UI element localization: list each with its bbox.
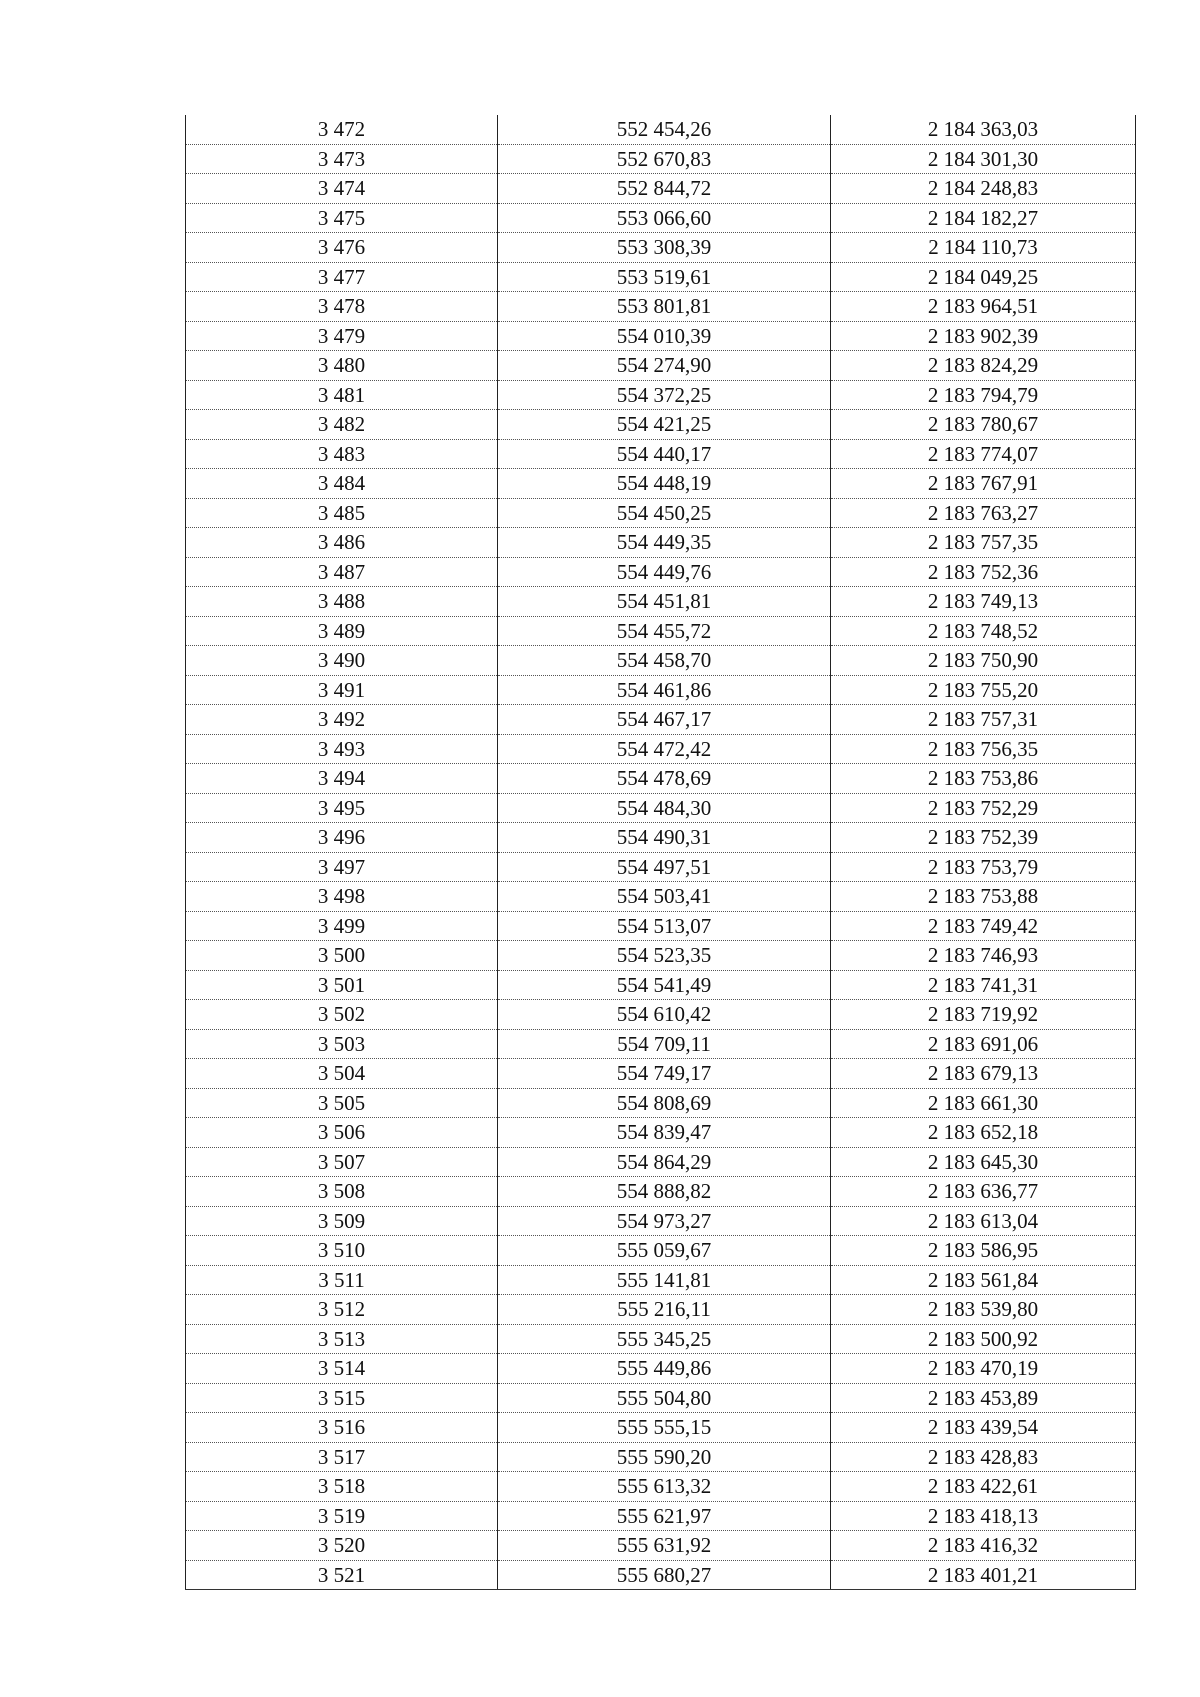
x-coordinate-cell: 552 670,83 (498, 144, 831, 174)
x-coordinate-cell: 554 503,41 (498, 882, 831, 912)
table-row (186, 351, 1136, 381)
y-coordinate-cell: 2 183 439,54 (831, 1413, 1136, 1443)
table-row (186, 292, 1136, 322)
table-row (186, 203, 1136, 233)
point-number-cell: 3 511 (186, 1265, 498, 1295)
x-coordinate-cell: 554 864,29 (498, 1147, 831, 1177)
table-row (186, 1059, 1136, 1089)
x-coordinate-cell: 555 631,92 (498, 1531, 831, 1561)
y-coordinate-cell: 2 183 767,91 (831, 469, 1136, 499)
table-row (186, 646, 1136, 676)
table-row (186, 174, 1136, 204)
table-row (186, 734, 1136, 764)
point-number-cell: 3 502 (186, 1000, 498, 1030)
y-coordinate-cell: 2 183 561,84 (831, 1265, 1136, 1295)
y-coordinate-cell: 2 183 752,36 (831, 557, 1136, 587)
table-row (186, 498, 1136, 528)
y-coordinate-cell: 2 183 757,31 (831, 705, 1136, 735)
point-number-cell: 3 509 (186, 1206, 498, 1236)
y-coordinate-cell: 2 183 752,39 (831, 823, 1136, 853)
table-row (186, 1000, 1136, 1030)
y-coordinate-cell: 2 184 049,25 (831, 262, 1136, 292)
x-coordinate-cell: 554 839,47 (498, 1118, 831, 1148)
table-row (186, 1029, 1136, 1059)
y-coordinate-cell: 2 184 182,27 (831, 203, 1136, 233)
x-coordinate-cell: 555 613,32 (498, 1472, 831, 1502)
point-number-cell: 3 499 (186, 911, 498, 941)
y-coordinate-cell: 2 183 748,52 (831, 616, 1136, 646)
table-row (186, 970, 1136, 1000)
table-row (186, 1265, 1136, 1295)
point-number-cell: 3 477 (186, 262, 498, 292)
table-row (186, 587, 1136, 617)
y-coordinate-cell: 2 183 691,06 (831, 1029, 1136, 1059)
y-coordinate-cell: 2 183 774,07 (831, 439, 1136, 469)
table-row (186, 410, 1136, 440)
y-coordinate-cell: 2 183 752,29 (831, 793, 1136, 823)
table-row (186, 233, 1136, 263)
table-row (186, 705, 1136, 735)
point-number-cell: 3 505 (186, 1088, 498, 1118)
x-coordinate-cell: 555 449,86 (498, 1354, 831, 1384)
table-row (186, 1324, 1136, 1354)
y-coordinate-cell: 2 184 363,03 (831, 115, 1136, 144)
x-coordinate-cell: 554 274,90 (498, 351, 831, 381)
x-coordinate-cell: 553 801,81 (498, 292, 831, 322)
x-coordinate-cell: 555 345,25 (498, 1324, 831, 1354)
point-number-cell: 3 500 (186, 941, 498, 971)
point-number-cell: 3 490 (186, 646, 498, 676)
y-coordinate-cell: 2 183 763,27 (831, 498, 1136, 528)
y-coordinate-cell: 2 184 110,73 (831, 233, 1136, 263)
x-coordinate-cell: 554 010,39 (498, 321, 831, 351)
table-row (186, 1413, 1136, 1443)
x-coordinate-cell: 554 497,51 (498, 852, 831, 882)
x-coordinate-cell: 554 749,17 (498, 1059, 831, 1089)
x-coordinate-cell: 554 455,72 (498, 616, 831, 646)
x-coordinate-cell: 554 610,42 (498, 1000, 831, 1030)
point-number-cell: 3 501 (186, 970, 498, 1000)
table-row (186, 911, 1136, 941)
table-row (186, 1531, 1136, 1561)
y-coordinate-cell: 2 183 416,32 (831, 1531, 1136, 1561)
table-row (186, 1088, 1136, 1118)
point-number-cell: 3 516 (186, 1413, 498, 1443)
y-coordinate-cell: 2 183 470,19 (831, 1354, 1136, 1384)
y-coordinate-cell: 2 183 741,31 (831, 970, 1136, 1000)
table-row (186, 941, 1136, 971)
x-coordinate-cell: 555 590,20 (498, 1442, 831, 1472)
point-number-cell: 3 487 (186, 557, 498, 587)
x-coordinate-cell: 554 513,07 (498, 911, 831, 941)
table-row (186, 1472, 1136, 1502)
y-coordinate-cell: 2 183 794,79 (831, 380, 1136, 410)
y-coordinate-cell: 2 183 902,39 (831, 321, 1136, 351)
y-coordinate-cell: 2 183 661,30 (831, 1088, 1136, 1118)
x-coordinate-cell: 554 808,69 (498, 1088, 831, 1118)
point-number-cell: 3 472 (186, 115, 498, 144)
point-number-cell: 3 481 (186, 380, 498, 410)
y-coordinate-cell: 2 183 755,20 (831, 675, 1136, 705)
table-row (186, 1206, 1136, 1236)
x-coordinate-cell: 554 888,82 (498, 1177, 831, 1207)
point-number-cell: 3 493 (186, 734, 498, 764)
point-number-cell: 3 475 (186, 203, 498, 233)
table-row (186, 144, 1136, 174)
point-number-cell: 3 492 (186, 705, 498, 735)
x-coordinate-cell: 554 461,86 (498, 675, 831, 705)
table-row (186, 321, 1136, 351)
x-coordinate-cell: 554 973,27 (498, 1206, 831, 1236)
point-number-cell: 3 483 (186, 439, 498, 469)
point-number-cell: 3 521 (186, 1560, 498, 1590)
table-row (186, 1560, 1136, 1590)
y-coordinate-cell: 2 184 248,83 (831, 174, 1136, 204)
x-coordinate-cell: 554 448,19 (498, 469, 831, 499)
x-coordinate-cell: 554 449,35 (498, 528, 831, 558)
table-row (186, 764, 1136, 794)
point-number-cell: 3 486 (186, 528, 498, 558)
x-coordinate-cell: 555 680,27 (498, 1560, 831, 1590)
table-row (186, 1501, 1136, 1531)
table-row (186, 1177, 1136, 1207)
x-coordinate-cell: 555 621,97 (498, 1501, 831, 1531)
table-row (186, 115, 1136, 144)
table-row (186, 262, 1136, 292)
coordinates-table (185, 115, 1136, 1590)
table-row (186, 1236, 1136, 1266)
table-row (186, 380, 1136, 410)
x-coordinate-cell: 554 523,35 (498, 941, 831, 971)
point-number-cell: 3 503 (186, 1029, 498, 1059)
point-number-cell: 3 484 (186, 469, 498, 499)
y-coordinate-cell: 2 183 749,42 (831, 911, 1136, 941)
x-coordinate-cell: 555 555,15 (498, 1413, 831, 1443)
point-number-cell: 3 491 (186, 675, 498, 705)
table-row (186, 675, 1136, 705)
table-row (186, 439, 1136, 469)
point-number-cell: 3 479 (186, 321, 498, 351)
x-coordinate-cell: 554 541,49 (498, 970, 831, 1000)
table-row (186, 1118, 1136, 1148)
point-number-cell: 3 495 (186, 793, 498, 823)
x-coordinate-cell: 553 519,61 (498, 262, 831, 292)
point-number-cell: 3 518 (186, 1472, 498, 1502)
point-number-cell: 3 498 (186, 882, 498, 912)
point-number-cell: 3 504 (186, 1059, 498, 1089)
x-coordinate-cell: 552 454,26 (498, 115, 831, 144)
x-coordinate-cell: 554 478,69 (498, 764, 831, 794)
y-coordinate-cell: 2 183 401,21 (831, 1560, 1136, 1590)
y-coordinate-cell: 2 184 301,30 (831, 144, 1136, 174)
y-coordinate-cell: 2 183 645,30 (831, 1147, 1136, 1177)
point-number-cell: 3 474 (186, 174, 498, 204)
table-row (186, 528, 1136, 558)
table-row (186, 852, 1136, 882)
y-coordinate-cell: 2 183 757,35 (831, 528, 1136, 558)
table-row (186, 557, 1136, 587)
table-row (186, 1383, 1136, 1413)
table-row (186, 1442, 1136, 1472)
y-coordinate-cell: 2 183 753,88 (831, 882, 1136, 912)
point-number-cell: 3 488 (186, 587, 498, 617)
point-number-cell: 3 513 (186, 1324, 498, 1354)
x-coordinate-cell: 554 467,17 (498, 705, 831, 735)
y-coordinate-cell: 2 183 586,95 (831, 1236, 1136, 1266)
y-coordinate-cell: 2 183 746,93 (831, 941, 1136, 971)
y-coordinate-cell: 2 183 453,89 (831, 1383, 1136, 1413)
table-row (186, 616, 1136, 646)
point-number-cell: 3 510 (186, 1236, 498, 1266)
y-coordinate-cell: 2 183 780,67 (831, 410, 1136, 440)
point-number-cell: 3 480 (186, 351, 498, 381)
x-coordinate-cell: 554 372,25 (498, 380, 831, 410)
point-number-cell: 3 514 (186, 1354, 498, 1384)
table-row (186, 1147, 1136, 1177)
point-number-cell: 3 473 (186, 144, 498, 174)
x-coordinate-cell: 555 216,11 (498, 1295, 831, 1325)
coordinates-table-container (185, 115, 1135, 1590)
x-coordinate-cell: 553 308,39 (498, 233, 831, 263)
x-coordinate-cell: 552 844,72 (498, 174, 831, 204)
y-coordinate-cell: 2 183 753,86 (831, 764, 1136, 794)
x-coordinate-cell: 555 504,80 (498, 1383, 831, 1413)
y-coordinate-cell: 2 183 964,51 (831, 292, 1136, 322)
x-coordinate-cell: 554 449,76 (498, 557, 831, 587)
y-coordinate-cell: 2 183 749,13 (831, 587, 1136, 617)
table-row (186, 793, 1136, 823)
table-row (186, 1295, 1136, 1325)
x-coordinate-cell: 554 709,11 (498, 1029, 831, 1059)
x-coordinate-cell: 554 450,25 (498, 498, 831, 528)
point-number-cell: 3 482 (186, 410, 498, 440)
point-number-cell: 3 507 (186, 1147, 498, 1177)
point-number-cell: 3 494 (186, 764, 498, 794)
table-row (186, 469, 1136, 499)
coordinates-table-body (186, 115, 1136, 1590)
point-number-cell: 3 485 (186, 498, 498, 528)
table-row (186, 823, 1136, 853)
y-coordinate-cell: 2 183 679,13 (831, 1059, 1136, 1089)
y-coordinate-cell: 2 183 539,80 (831, 1295, 1136, 1325)
y-coordinate-cell: 2 183 756,35 (831, 734, 1136, 764)
point-number-cell: 3 515 (186, 1383, 498, 1413)
y-coordinate-cell: 2 183 652,18 (831, 1118, 1136, 1148)
y-coordinate-cell: 2 183 636,77 (831, 1177, 1136, 1207)
point-number-cell: 3 512 (186, 1295, 498, 1325)
x-coordinate-cell: 554 490,31 (498, 823, 831, 853)
y-coordinate-cell: 2 183 422,61 (831, 1472, 1136, 1502)
y-coordinate-cell: 2 183 500,92 (831, 1324, 1136, 1354)
point-number-cell: 3 506 (186, 1118, 498, 1148)
point-number-cell: 3 517 (186, 1442, 498, 1472)
y-coordinate-cell: 2 183 428,83 (831, 1442, 1136, 1472)
x-coordinate-cell: 554 472,42 (498, 734, 831, 764)
x-coordinate-cell: 554 421,25 (498, 410, 831, 440)
point-number-cell: 3 497 (186, 852, 498, 882)
x-coordinate-cell: 553 066,60 (498, 203, 831, 233)
point-number-cell: 3 508 (186, 1177, 498, 1207)
y-coordinate-cell: 2 183 824,29 (831, 351, 1136, 381)
point-number-cell: 3 496 (186, 823, 498, 853)
x-coordinate-cell: 555 141,81 (498, 1265, 831, 1295)
x-coordinate-cell: 554 484,30 (498, 793, 831, 823)
table-row (186, 882, 1136, 912)
x-coordinate-cell: 554 440,17 (498, 439, 831, 469)
y-coordinate-cell: 2 183 719,92 (831, 1000, 1136, 1030)
point-number-cell: 3 476 (186, 233, 498, 263)
x-coordinate-cell: 555 059,67 (498, 1236, 831, 1266)
x-coordinate-cell: 554 458,70 (498, 646, 831, 676)
point-number-cell: 3 478 (186, 292, 498, 322)
x-coordinate-cell: 554 451,81 (498, 587, 831, 617)
y-coordinate-cell: 2 183 753,79 (831, 852, 1136, 882)
point-number-cell: 3 519 (186, 1501, 498, 1531)
point-number-cell: 3 489 (186, 616, 498, 646)
y-coordinate-cell: 2 183 613,04 (831, 1206, 1136, 1236)
y-coordinate-cell: 2 183 750,90 (831, 646, 1136, 676)
y-coordinate-cell: 2 183 418,13 (831, 1501, 1136, 1531)
point-number-cell: 3 520 (186, 1531, 498, 1561)
table-row (186, 1354, 1136, 1384)
